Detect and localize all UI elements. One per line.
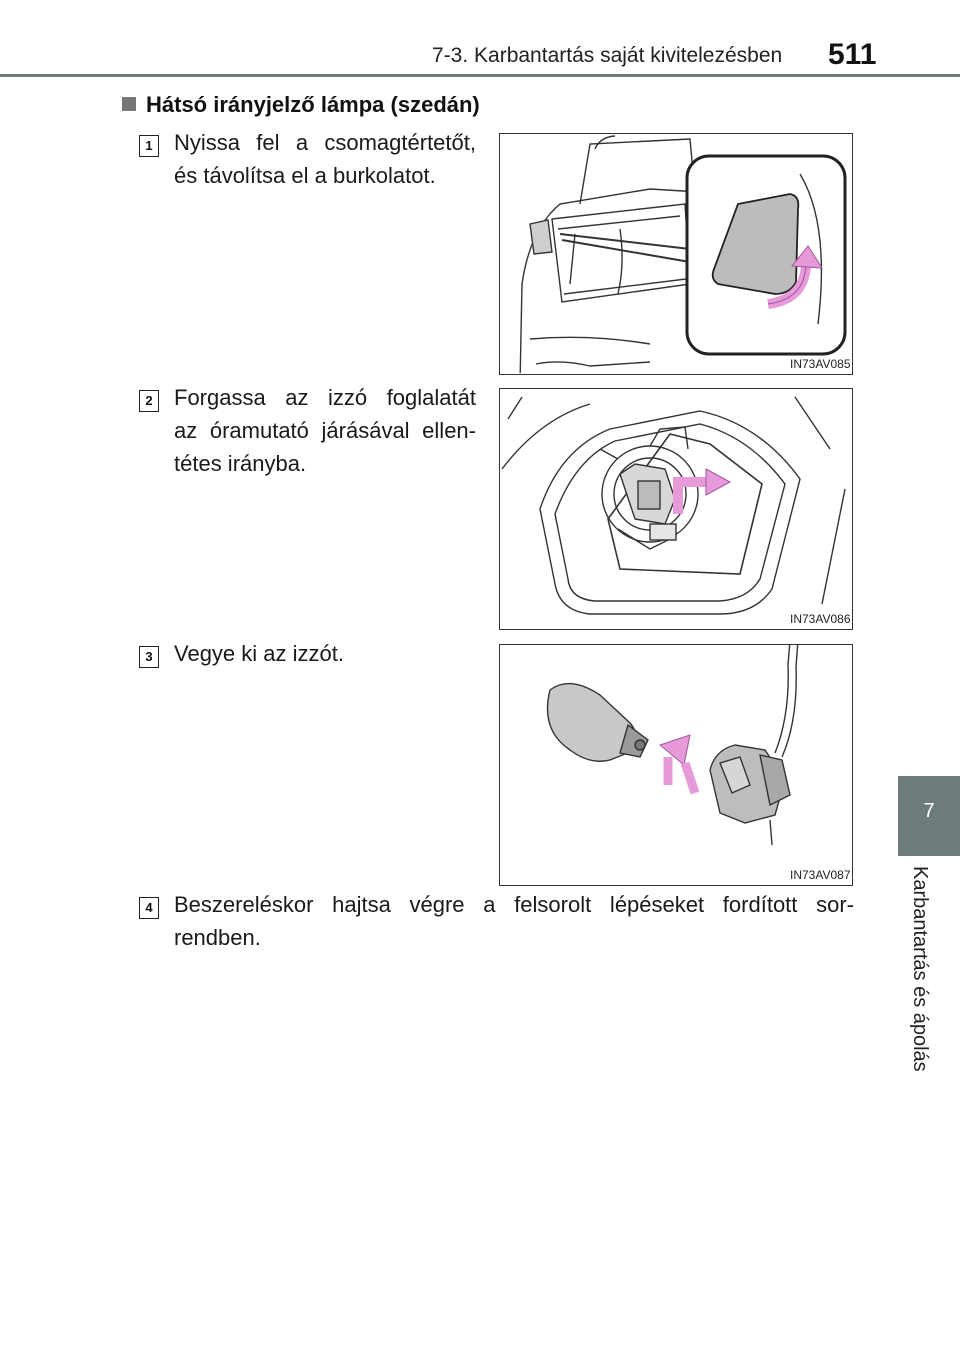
figure-socket-rotate	[499, 388, 853, 630]
figure-trunk-cover	[499, 133, 853, 375]
step-2-line-1: Forgassa az izzó foglalatát	[174, 385, 476, 410]
step-badge-2: 2	[139, 390, 159, 412]
square-bullet-icon	[122, 97, 136, 111]
section-heading-text: Hátsó irányjelző lámpa (szedán)	[146, 92, 480, 117]
step-badge-4: 4	[139, 897, 159, 919]
page-number: 511	[828, 38, 877, 71]
figure-bulb-removal	[499, 644, 853, 886]
section-heading	[122, 92, 480, 118]
step-4-text	[174, 888, 854, 954]
step-2-line-2: az óramutató járásával ellen-	[174, 418, 476, 443]
figure-code-3: IN73AV087	[790, 868, 851, 882]
figure-code-2: IN73AV086	[790, 612, 851, 626]
step-badge-3: 3	[139, 646, 159, 668]
step-4-line-2: rendben.	[174, 925, 261, 950]
step-1-line-1: Nyissa fel a csomagtértetőt,	[174, 130, 476, 155]
header-section-title: 7-3. Karbantartás saját kivitelezésben	[432, 44, 783, 67]
step-3-text	[174, 637, 476, 670]
socket-rotate-illustration	[500, 389, 851, 628]
step-1-text	[174, 126, 476, 192]
step-badge-1: 1	[139, 135, 159, 157]
chapter-number: 7	[923, 800, 935, 822]
figure-code-1: IN73AV085	[790, 357, 851, 371]
step-1-line-2: és távolítsa el a burkolatot.	[174, 163, 436, 188]
step-4-line-1: Beszereléskor hajtsa végre a felsorolt lépéseket fordított sor-	[174, 892, 854, 917]
chapter-title-vertical	[878, 866, 958, 1096]
trunk-cover-illustration	[500, 134, 851, 373]
step-2-line-3: tétes irányba.	[174, 451, 307, 476]
chapter-title: Karbantartás és ápolás	[909, 866, 931, 1072]
step-2-text	[174, 381, 476, 480]
header-divider	[0, 74, 960, 77]
step-3-line-1: Vegye ki az izzót.	[174, 641, 344, 666]
bulb-removal-illustration	[500, 645, 851, 884]
